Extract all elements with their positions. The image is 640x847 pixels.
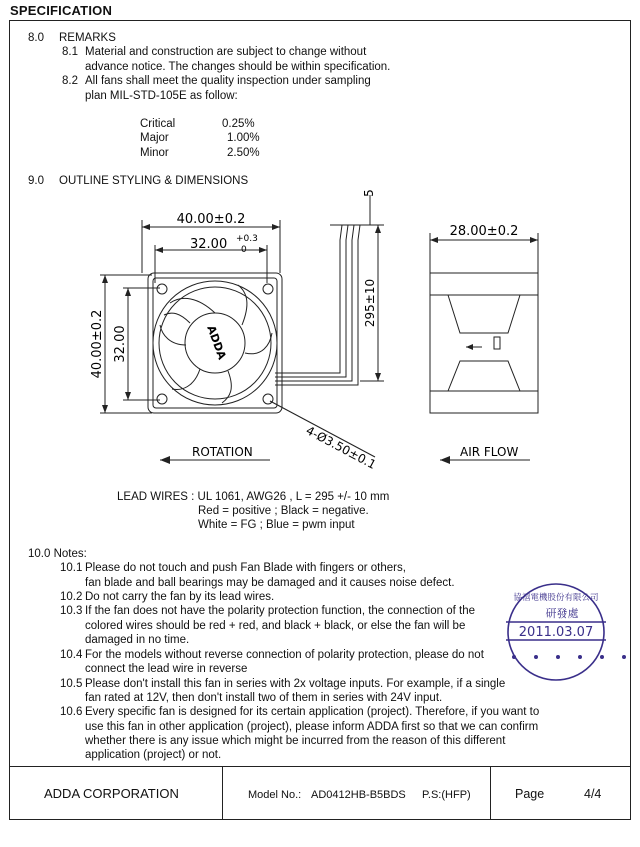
inner-width-tol-zero: 0 bbox=[241, 245, 247, 255]
outline-num: 9.0 bbox=[28, 175, 44, 187]
depth-dim-label: 28.00±0.2 bbox=[449, 224, 519, 239]
remark-8-2-line2: plan MIL-STD-105E as follow: bbox=[85, 90, 238, 102]
hole-dim-label: 4-Ø3.50±0.1 bbox=[303, 423, 379, 472]
inner-width-dim-label: 32.00 bbox=[190, 237, 228, 252]
aql-critical-value: 0.25% bbox=[222, 118, 255, 130]
note-10-4-num: 10.4 bbox=[60, 649, 83, 661]
outline-title: OUTLINE STYLING & DIMENSIONS bbox=[59, 175, 249, 187]
footer-company: ADDA CORPORATION bbox=[44, 786, 179, 801]
aql-major-value: 1.00% bbox=[227, 132, 260, 144]
inner-width-tol-plus: +0.3 bbox=[236, 234, 258, 244]
note-10-3-line2: colored wires should be red + red, and black + black, or else the fan will be bbox=[85, 620, 466, 632]
frame-bottom bbox=[9, 819, 631, 820]
lead-wires-line2: Red = positive ; Black = negative. bbox=[198, 505, 369, 517]
note-10-2-line1: Do not carry the fan by its lead wires. bbox=[85, 591, 275, 603]
footer-divider-2 bbox=[490, 766, 491, 819]
note-10-1-num: 10.1 bbox=[60, 562, 83, 574]
brand-logo: ADDA bbox=[204, 323, 229, 362]
footer-model-label: Model No.: bbox=[248, 789, 302, 801]
aql-critical-label: Critical bbox=[140, 118, 176, 130]
note-10-6-num: 10.6 bbox=[60, 706, 83, 718]
footer-page-value: 4/4 bbox=[584, 787, 602, 801]
page-title: SPECIFICATION bbox=[10, 3, 113, 18]
note-10-6-line1: Every specific fan is designed for its certain application (project). Therefore, if you want to bbox=[85, 706, 540, 718]
inner-height-dim-label: 32.00 bbox=[113, 325, 128, 363]
note-10-5-num: 10.5 bbox=[60, 678, 83, 690]
remark-8-1-line1: Material and construction are subject to change without bbox=[85, 46, 367, 58]
note-10-6-line4: application (project) or not. bbox=[85, 749, 222, 761]
footer-top-line bbox=[9, 766, 631, 767]
notes-title: 10.0 Notes: bbox=[28, 548, 87, 560]
note-10-2-num: 10.2 bbox=[60, 591, 83, 603]
note-10-3-num: 10.3 bbox=[60, 605, 83, 617]
lead-length-dim-label: 295±10 bbox=[363, 278, 377, 328]
remark-8-2-num: 8.2 bbox=[62, 75, 78, 87]
aql-major-label: Major bbox=[140, 132, 169, 144]
footer-ps: P.S:(HFP) bbox=[422, 789, 471, 801]
note-10-3-line1: If the fan does not have the polarity protection function, the connection of the bbox=[85, 605, 475, 617]
remark-8-2-line1: All fans shall meet the quality inspection under sampling bbox=[85, 75, 371, 87]
footer-model-value: AD0412HB-B5BDS bbox=[311, 789, 406, 801]
note-10-1-line2: fan blade and ball bearings may be damaged and it causes noise defect. bbox=[85, 577, 455, 589]
frame-top bbox=[9, 20, 631, 21]
remark-8-1-num: 8.1 bbox=[62, 46, 78, 58]
remarks-num: 8.0 bbox=[28, 32, 44, 44]
rotation-label: ROTATION bbox=[192, 445, 253, 459]
stamp-date: 2011.03.07 bbox=[518, 625, 594, 640]
note-10-5-line2: fan rated at 12V, then don't install two of them in series with 24V input. bbox=[85, 692, 443, 704]
remarks-title: REMARKS bbox=[59, 32, 116, 44]
stamp-company: 協禧電機股份有限公司 bbox=[513, 593, 599, 603]
aql-minor-value: 2.50% bbox=[227, 147, 260, 159]
note-10-5-line1: Please don't install this fan in series with 2x voltage inputs. For example, if a single bbox=[85, 678, 506, 690]
note-10-3-line3: damaged in no time. bbox=[85, 634, 190, 646]
width-dim-label: 40.00±0.2 bbox=[176, 212, 246, 227]
lead-wires-line1: LEAD WIRES : UL 1061, AWG26 , L = 295 +/- 10 mm bbox=[117, 491, 390, 503]
fan-outline-drawing bbox=[90, 185, 540, 475]
stamp-dept: 研發處 bbox=[545, 607, 579, 620]
note-10-6-line3: whether there is any issue which might be incurred from the reason of this different bbox=[85, 735, 506, 747]
frame-left bbox=[9, 20, 10, 819]
note-10-4-line2: connect the lead wire in reverse bbox=[85, 663, 248, 675]
footer-page-label: Page bbox=[515, 787, 545, 801]
frame-right bbox=[630, 20, 631, 819]
note-10-1-line1: Please do not touch and push Fan Blade with fingers or others, bbox=[85, 562, 406, 574]
wire-strip-dim-label: 5 bbox=[362, 189, 376, 197]
footer-divider-1 bbox=[222, 766, 223, 819]
height-dim-label: 40.00±0.2 bbox=[90, 309, 105, 379]
approval-stamp bbox=[500, 578, 632, 686]
note-10-4-line1: For the models without reverse connection of polarity protection, please do not bbox=[85, 649, 484, 661]
remark-8-1-line2: advance notice. The changes should be within specification. bbox=[85, 61, 391, 73]
note-10-6-line2: use this fan in other application (project), please inform ADDA first so that we can confirm bbox=[85, 721, 539, 733]
airflow-label: AIR FLOW bbox=[460, 445, 519, 459]
aql-minor-label: Minor bbox=[140, 147, 169, 159]
lead-wires-line3: White = FG ; Blue = pwm input bbox=[198, 519, 355, 531]
